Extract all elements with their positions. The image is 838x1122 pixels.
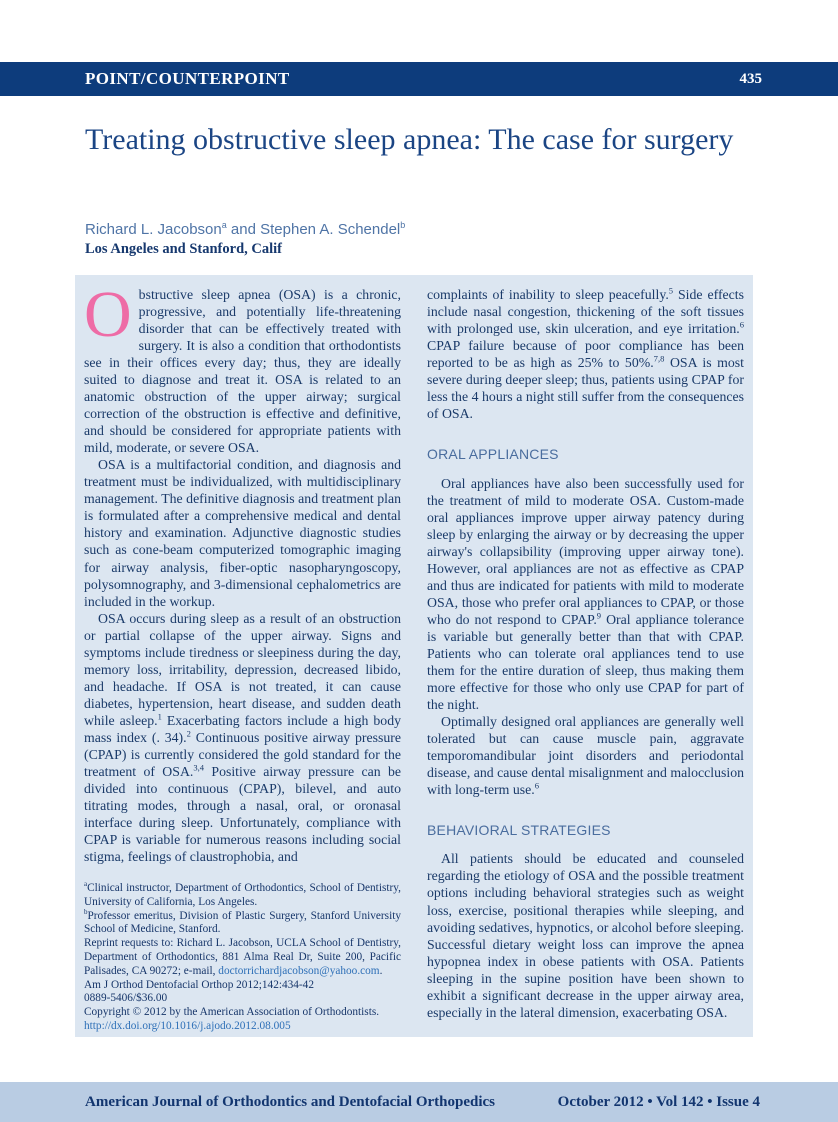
right-column [427, 286, 744, 1037]
paragraph: Optimally designed oral appliances are generally well tolerated but can cause muscle pain, aggravate temporomandibular joint disorders and periodontal disease, and cause dental misalignment and malocclusion with long-term use.$^6$ [427, 713, 744, 798]
article-body-panel [75, 275, 753, 1037]
footnote-doi [84, 1020, 401, 1034]
reference-superscript: b [84, 907, 88, 916]
authors-line: Richard L. Jacobson$^a$ and Stephen A. Schendel$^b$ [85, 220, 406, 238]
footer-issue-info: October 2012 • Vol 142 • Issue 4 [557, 1093, 760, 1110]
reference-superscript: a [84, 880, 88, 889]
paragraph: complaints of inability to sleep peacefully.$^5$ Side effects include nasal congestion, thickening of the soft tissues with prolonged use, skin ulceration, and eye irritation.$^6$ CPAP failure because of poor compliance has been reported to be as high as 25% to 50%.$^{7,8}$ OSA is most severe during deeper sleep; thus, patients using CPAP for less the 4 hours a night still suffer from the consequences of OSA. [427, 285, 744, 422]
paragraph: OSA is a multifactorial condition, and diagnosis and treatment must be individualized, with multidisciplinary management. The definitive diagnosis and treatment plan is formulated after a comprehensive medical and dental history and examination. Adjunctive diagnostic studies such as cone-beam computerized tomographic imaging for airway analysis, fiber-optic nasopharyngoscopy, polysomnography, and 3-dimensional cephalometrics are included in the workup. [84, 457, 401, 609]
paragraph-intro-text: bstructive sleep apnea (OSA) is a chronic, progressive, and potentially life-threatening disorder that can be effectively treated with surgery. It is also a condition that orthodontists see in their offices every day; thus, they are ideally suited to diagnose and treat it. OSA is related to an anatomic obstruction of the upper airway; surgical correction of the obstruction is effective and definitive, and should be considered for appropriate patients with mild, moderate, or severe OSA. [84, 287, 401, 456]
drop-cap-letter: O [84, 278, 132, 351]
hyperlink[interactable]: http://dx.doi.org/10.1016/j.ajodo.2012.08.005 [84, 1019, 291, 1032]
header-bar [0, 62, 838, 96]
footnote-issn-price: 0889-5406/$36.00 [84, 992, 168, 1005]
paragraph: OSA occurs during sleep as a result of an obstruction or partial collapse of the upper airway. Signs and symptoms include tiredness or sleepiness during the day, memory loss, irritability, depression, decreased libido, and headache. If OSA is not treated, it can cause diabetes, hypertension, heart disease, and sudden death while asleep.$^1$ Exacerbating factors include a high body mass index (. 34).$^2$ Continuous positive airway pressure (CPAP) is currently considered the gold standard for the treatment of OSA.$^{3,4}$ Positive airway pressure can be divided into continuous (CPAP), bilevel, and auto titrating modes, through a nasal, oral, or oronasal interface during sleep. Unfortunately, compliance with CPAP is variable for numerous reasons including social stigma, feelings of claustrophobia, and [84, 610, 402, 865]
footnote-copyright: Copyright © 2012 by the American Association of Orthodontists. [84, 1006, 380, 1019]
footnote-reprint-requests: Reprint requests to: Richard L. Jacobson, UCLA School of Dentistry, Department of Orthodontics, 881 Alma Real Dr, Suite 200, Pacific Palisades, CA 90272; e-mail, doctorrichardjacobson@yahoo.com. [84, 937, 401, 977]
footer-bar [0, 1082, 838, 1122]
paragraph: All patients should be educated and counseled regarding the etiology of OSA and the possible treatment options including behavioral strategies such as weight loss, exercise, positional therapies while sleeping, and avoiding sedatives, hypnotics, or alcohol before sleeping. Successful dietary weight loss can improve the apnea hypopnea index in obese patients with OSA. Patients sleeping in the supine position have been shown to exhibit a significant decrease in the upper airway area, especially in the lateral dimension, exacerbating OSA. [427, 851, 744, 1020]
footnote-affiliation-b: $^b$Professor emeritus, Division of Plastic Surgery, Stanford University School of Medicine, Stanford. [84, 907, 401, 936]
reference-superscript: b [400, 220, 406, 230]
reference-superscript: 9 [596, 610, 602, 621]
reference-superscript: 7,8 [653, 353, 665, 364]
section-heading-oral-appliances: ORAL APPLIANCES [427, 446, 559, 463]
footnote-citation: Am J Orthod Dentofacial Orthop 2012;142:434-42 [84, 978, 314, 991]
paragraph: Oral appliances have also been successfully used for the treatment of mild to moderate OSA. Custom-made oral appliances improve upper airway patency during sleep by enlarging the airway or by decreasing the upper airway's collapsibility (improving upper airway tone). However, oral appliances are not as effective as CPAP and thus are indicated for patients with mild to moderate OSA, those who prefer oral appliances to CPAP, or those who do not respond to CPAP.$^9$ Oral appliance tolerance is variable but generally better than that with CPAP. Patients who can tolerate oral appliances tend to use them for the entire duration of sleep, thus making them more effective for those who only use CPAP for part of the night. [427, 475, 744, 712]
reference-superscript: 3,4 [193, 762, 205, 773]
reference-superscript: a [221, 220, 227, 230]
paragraph-intro [84, 278, 401, 456]
article-title: Treating obstructive sleep apnea: The case for surgery [85, 123, 734, 156]
page-number: 435 [739, 70, 762, 87]
reference-superscript: 5 [668, 285, 674, 296]
left-column [84, 278, 402, 1037]
section-label: POINT/COUNTERPOINT [85, 69, 290, 88]
reference-superscript: 6 [739, 319, 744, 330]
affiliation: Los Angeles and Stanford, Calif [85, 241, 282, 257]
footer-journal-name: American Journal of Orthodontics and Dentofacial Orthopedics [85, 1093, 495, 1110]
section-heading-behavioral-strategies: BEHAVIORAL STRATEGIES [427, 822, 611, 839]
reference-superscript: 6 [534, 780, 539, 791]
footnote-affiliation-a: $^a$Clinical instructor, Department of Orthodontics, School of Dentistry, University of California, Los Angeles. [84, 880, 401, 908]
hyperlink[interactable]: doctorrichardjacobson@yahoo.com [218, 964, 380, 977]
reference-superscript: 2 [186, 728, 191, 739]
reference-superscript: 1 [157, 711, 162, 722]
footnotes-block [84, 882, 401, 1034]
